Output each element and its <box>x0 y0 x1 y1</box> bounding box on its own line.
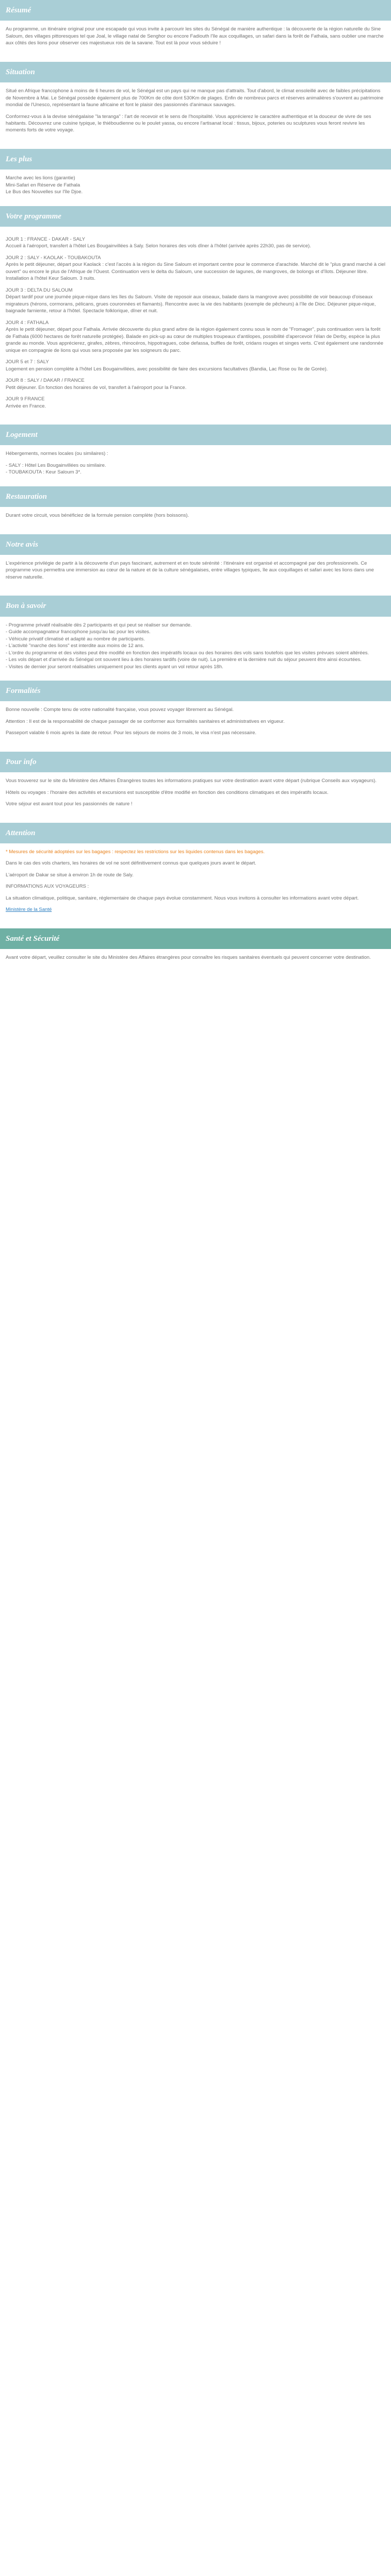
day-9-text: Arrivée en France. <box>6 403 46 409</box>
day-1-head: JOUR 1 : FRANCE - DAKAR - SALY <box>6 236 85 242</box>
day-3-text: Départ tardif pour une journée pique-nique dans les îles du Saloum. Visite de reposoir aux oiseaux, balade dans la mangrove avec possibilité de voir beaucoup d'oiseaux migrateurs (hérons, cormorans, pélicans, grues couronnées et flamants). Rencontre avec la vie des habitants (exemple de pêcheurs) à l'île de Dioc. Déjeuner pique-nique, baignade farniente, retour à l'hôtel. Spectacle folklorique, dîner et nuit. <box>6 294 376 314</box>
plus-item: Marche avec les lions (garantie) <box>6 175 75 181</box>
day-5-head: JOUR 5 et 7 : SALY <box>6 359 49 365</box>
health-ministry-link[interactable]: Ministère de la Santé <box>6 907 52 913</box>
bonasavoir-item: - Véhicule privatif climatisé et adapté au nombre de participants. <box>6 636 145 642</box>
formalites-text-3: Passeport valable 6 mois après la date de retour. Pour les séjours de moins de 3 mois, le visa n'est pas nécessaire. <box>6 730 257 736</box>
bonasavoir-title: Bon à savoir <box>0 596 391 616</box>
sante-text-1: Avant votre départ, veuillez consulter le site du Ministère des Affaires étrangères pour connaître les risques sanitaires éventuels qui peuvent concerner votre destination. <box>6 955 371 961</box>
attention-title: Attention <box>0 823 391 843</box>
logement-item: - TOUBAKOUTA : Keur Saloum 3*. <box>6 469 82 476</box>
day-9-head: JOUR 9 FRANCE <box>6 396 45 402</box>
plus-item: Mini-Safari en Réserve de Fathala <box>6 182 80 188</box>
restauration-title: Restauration <box>0 486 391 507</box>
logement-intro: Hébergements, normes locales (ou similaires) : <box>6 451 108 457</box>
situation-title: Situation <box>0 62 391 82</box>
resume-section <box>0 21 391 61</box>
plus-item: Le Bus des Nouvelles sur l'île Djoe. <box>6 189 83 195</box>
logement-title: Logement <box>0 425 391 445</box>
page <box>0 0 391 976</box>
day-3-head: JOUR 3 : DELTA DU SALOUM <box>6 287 73 293</box>
restauration-section <box>0 507 391 534</box>
formalites-section <box>0 701 391 751</box>
attention-section <box>0 843 391 928</box>
resume-title: Résumé <box>0 0 391 21</box>
logement-section <box>0 445 391 486</box>
bonasavoir-item: - Programme privatif réalisable dès 2 participants et qui peut se réaliser sur demande. <box>6 622 192 628</box>
day-1-text: Accueil à l'aéroport, transfert à l'hôtel Les Bougainvillées à Saly. Selon horaires des vols dîner à l'hôtel (arrivée après 22h30, pas de service). <box>6 243 311 249</box>
attention-text-4: INFORMATIONS AUX VOYAGEURS : <box>6 884 89 890</box>
bonasavoir-section <box>0 617 391 681</box>
bonasavoir-item: - L'ordre du programme et des visites peut être modifié en fonction des impératifs locaux ou des horaires des vols sans toutefois que les visites prévues soient altérées. <box>6 650 369 656</box>
day-8-head: JOUR 8 : SALY / DAKAR / FRANCE <box>6 378 85 384</box>
situation-text-2: Conformez-vous à la devise sénégalaise "la teranga" : l'art de recevoir et le sens de l'hospitalité. Vous apprécierez le caractère authentique et la douceur de vivre de ses habitants. Découvrez une cuisine typique, le thiéboudienne ou le poulet yassa, ou encore l'artisanat local : tissus, bijoux, poteries ou sculptures vous feront revivre les moments forts de votre voyage. <box>6 113 371 133</box>
sante-section <box>0 949 391 976</box>
formalites-text-1: Bonne nouvelle : Compte tenu de votre nationalité française, vous pouvez voyager librement au Sénégal. <box>6 707 234 713</box>
pourinfo-text-3: Votre séjour est avant tout pour les passionnés de nature ! <box>6 801 133 807</box>
bonasavoir-item: - Guide accompagnateur francophone jusqu'au lac pour les visites. <box>6 629 151 635</box>
attention-text-1: * Mesures de sécurité adoptées sur les bagages : respectez les restrictions sur les liquides contenus dans les bagages. <box>6 849 265 855</box>
formalites-text-2: Attention : Il est de la responsabilité de chaque passager de se conformer aux formalités sanitaires et administratives en vigueur. <box>6 718 285 724</box>
day-4-text: Après le petit déjeuner, départ pour Fathala. Arrivée découverte du plus grand arbre de la région également connu sous le nom de "Fromager", puis continuation vers la forêt de Fathala (6000 hectares de forêt naturelle protégée). Balade en pick-up au cœur de multiples troupeaux d'antilopes, possibilité d'apercevoir l'élan de Derby, espèce la plus grande au monde. Vous apprécierez, girafes, zèbres, rhinocéros, hippotragues, cobe defassa, buffles de forêt, cridans rouges et singes verts. C'est également une randonnée unique en compagnie de lions qui vous sera proposée par les soigneurs du parc. <box>6 327 384 353</box>
plus-section <box>0 170 391 206</box>
plus-title: Les plus <box>0 149 391 170</box>
formalites-title: Formalités <box>0 681 391 701</box>
note-text: L'expérience privilégie de partir à la découverte d'un pays fascinant, autrement et en toute sérénité : l'itinéraire est organisé et accompagné par des professionnels. Ce programme vous permettra une immersion au cœur de la nature et de la culture sénégalaises, entre villages typiques, île aux coquillages et safari avec les lions dans une réserve naturelle. <box>6 561 374 580</box>
situation-section <box>0 82 391 149</box>
programme-title: Votre programme <box>0 206 391 227</box>
sante-title: Santé et Sécurité <box>0 928 391 949</box>
bonasavoir-item: - L'activité "marche des lions" est interdite aux moins de 12 ans. <box>6 643 144 649</box>
logement-item: - SALY : Hôtel Les Bougainvillées ou similaire. <box>6 462 106 468</box>
pourinfo-title: Pour info <box>0 752 391 772</box>
day-2-head: JOUR 2 : SALY - KAOLAK - TOUBAKOUTA <box>6 255 101 261</box>
resume-text: Au programme, un itinéraire original pour une escapade qui vous invite à parcourir les sites du Sénégal de manière authentique : la découverte de la région naturelle du Sine Saloum, des villages pittoresques tel que Joal, le village natal de Senghor ou encore Fadiouth l'île aux coquillages, un safari dans la forêt de Fathala, sans oublier une marche aux côtés des lions pour observer ces majestueux rois de la savane. Tout est là pour vous séduire ! <box>6 26 384 46</box>
attention-text-5: La situation climatique, politique, sanitaire, réglementaire de chaque pays évolue constamment. Nous vous invitons à consulter les informations avant votre départ. <box>6 895 359 901</box>
situation-text-1: Situé en Afrique francophone à moins de 6 heures de vol, le Sénégal est un pays qui ne manque pas d'attraits. Tout d'abord, le climat ensoleillé avec de faibles précipitations de Novembre à Mai. Le Sénégal possède également plus de 700Km de côte dont 530Km de plages. Enfin de nombreux parcs et réserves animalières s'ouvrent au patrimoine mondial de l'Unesco, représentant la faune africaine et font le plaisir des passionnés d'animaux sauvages. <box>6 88 384 108</box>
attention-text-3: L'aéroport de Dakar se situe à environ 1h de route de Saly. <box>6 872 134 878</box>
programme-section <box>0 227 391 425</box>
pourinfo-text-2: Hôtels ou voyages : l'horaire des activités et excursions est susceptible d'être modifié en fonction des conditions climatiques et des impératifs locaux. <box>6 789 329 795</box>
pourinfo-text-1: Vous trouverez sur le site du Ministère des Affaires Étrangères toutes les informations pratiques sur votre destination avant votre départ (rubrique Conseils aux voyageurs). <box>6 778 377 784</box>
bonasavoir-item: - Visites de dernier jour seront réalisables uniquement pour les clients ayant un vol retour après 18h. <box>6 664 223 670</box>
pourinfo-section <box>0 772 391 822</box>
note-section <box>0 555 391 596</box>
restauration-text: Durant votre circuit, vous bénéficiez de la formule pension complète (hors boissons). <box>6 513 189 519</box>
day-2-text: Après le petit déjeuner, départ pour Kaolack : c'est l'accès à la région du Sine Saloum et important centre pour le commerce d'arachide. Marché dit le "plus grand marché à ciel ouvert" ou encore le plus de l'Afrique de l'Ouest. Continuation vers le delta du Saloum, une succession de lagunes, de mangroves, de bolongs et d'îlots. Déjeuner libre. Installation à l'hôtel Keur Saloum. 3 nuits. <box>6 262 385 282</box>
note-title: Notre avis <box>0 534 391 555</box>
day-5-text: Logement en pension complète à l'hôtel Les Bougainvillées, avec possibilité de faire des excursions facultatives (Bandia, Lac Rose ou île de Gorée). <box>6 366 328 372</box>
day-8-text: Petit déjeuner. En fonction des horaires de vol, transfert à l'aéroport pour la France. <box>6 384 187 391</box>
day-4-head: JOUR 4 : FATHALA <box>6 319 49 326</box>
bonasavoir-item: - Les vols départ et d'arrivée du Sénégal ont souvent lieu à des horaires tardifs (voire de nuit). La première et la dernière nuit du séjour peuvent être ainsi écourtées. <box>6 657 362 663</box>
attention-text-2: Dans le cas des vols charters, les horaires de vol ne sont définitivement connus que quelques jours avant le départ. <box>6 860 256 867</box>
